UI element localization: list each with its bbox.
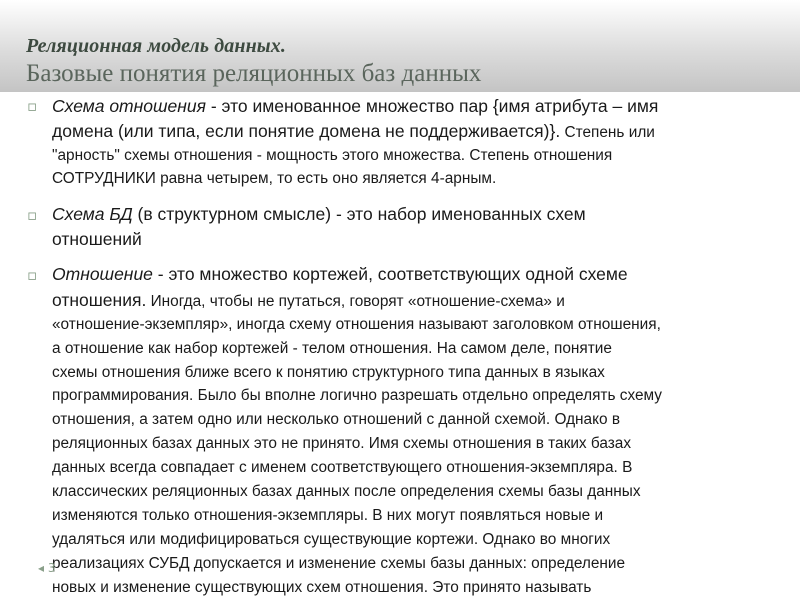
bullet-3-text-big: отношения. — [52, 290, 147, 310]
bullet-2-term: Схема БД — [52, 204, 133, 224]
bullet-3-line-1 — [52, 264, 628, 285]
bullet-3-line: программирования. Было бы вполне логично разрешать отдельно определять схему — [52, 387, 662, 404]
bullet-3-line: данных всегда совпадает с именем соответствующего отношения-экземпляра. В — [52, 459, 633, 476]
bullet-3-line: классических реляционных базах данных после определения схемы базы данных — [52, 483, 641, 500]
bullet-1-text-small: Степень или — [560, 124, 655, 141]
bullet-1-line-3: "арность" схемы отношения - мощность этого множества. Степень отношения — [52, 147, 613, 164]
bullet-1-line-2 — [52, 121, 655, 142]
bullet-3-term: Отношение — [52, 264, 153, 284]
bullet-3-line: «отношение-экземпляр», иногда схему отношения называют заголовком отношения, — [52, 316, 661, 333]
bullet-icon: ▫ — [27, 97, 38, 115]
bullet-3-line: реализациях СУБД допускается и изменение схемы базы данных: определение — [52, 555, 626, 572]
bullet-3-line: реляционных базах данных это не принято. Имя схемы отношения в таких базах — [52, 435, 632, 452]
bullet-3-line: схемы отношения ближе всего к понятию структурного типа данных в языках — [52, 364, 605, 381]
bullet-2-line-1 — [52, 204, 586, 225]
bullet-3-text: - это множество кортежей, соответствующих одной схеме — [152, 264, 628, 284]
bullet-3-line: а отношение как набор кортежей - телом отношения. На самом деле, понятие — [52, 340, 612, 357]
bullet-1-line-1 — [52, 96, 658, 117]
bullet-3-line: новых и изменение существующих схем отношения. Это принято называть — [52, 579, 592, 596]
bullet-1-term: Схема отношения — [52, 96, 206, 116]
bullet-3-line-2 — [52, 290, 565, 311]
slide-number-marker: ◂ 3 — [38, 561, 56, 575]
slide-subtitle: Базовые понятия реляционных баз данных — [26, 60, 482, 87]
bullet-3-line: изменяются только отношения-экземпляры. В них могут появляться новые и — [52, 507, 604, 524]
bullet-icon: ▫ — [27, 206, 38, 224]
bullet-3-line: удаляться или модифицироваться существующие кортежи. Однако во многих — [52, 531, 611, 548]
bullet-2-text: (в структурном смысле) - это набор именованных схем — [132, 204, 586, 224]
bullet-1-line-4: СОТРУДНИКИ равна четырем, то есть оно является 4-арным. — [52, 170, 497, 187]
bullet-3-text-small: Иногда, чтобы не путаться, говорят «отношение-схема» и — [146, 293, 565, 310]
bullet-1-text-big: домена (или типа, если понятие домена не поддерживается)}. — [52, 121, 561, 141]
bullet-2-line-2: отношений — [52, 229, 142, 249]
bullet-3-line: отношения, а затем одно или несколько отношений с данной схемой. Однако в — [52, 411, 621, 428]
bullet-1-text: - это именованное множество пар {имя атрибута – имя — [205, 96, 659, 116]
slide-title: Реляционная модель данных. — [26, 35, 286, 57]
bullet-icon: ▫ — [27, 266, 38, 284]
